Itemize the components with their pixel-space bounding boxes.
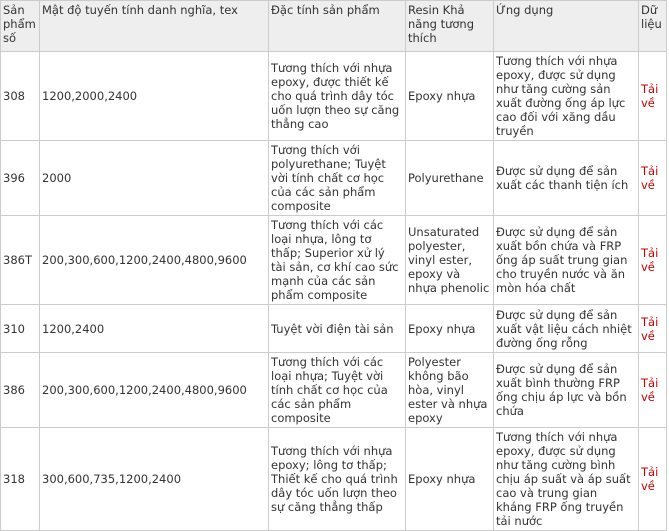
cell-product-number: 386T: [1, 216, 40, 305]
cell-product-number: 386: [1, 353, 40, 428]
cell-application: Được sử dụng để sản xuất các thanh tiện ích: [494, 141, 639, 216]
cell-linear-density: 1200,2000,2400: [40, 52, 269, 141]
cell-resin-compatibility: Unsaturated polyester, vinyl ester, epoxy và nhựa phenolic: [406, 216, 494, 305]
cell-resin-compatibility: Polyurethane: [406, 141, 494, 216]
cell-linear-density: 300,600,735,1200,2400: [40, 428, 269, 531]
cell-product-feature: Tương thích với các loại nhựa; Tuyệt vời tính chất cơ học của các sản phẩm composite: [269, 353, 406, 428]
download-link[interactable]: Tải về: [641, 164, 659, 192]
cell-application: Tương thích với nhựa epoxy, được sử dụng như tăng cường sản xuất đường ống áp lực cao đối với xăng dầu truyền: [494, 52, 639, 141]
cell-product-feature: Tương thích với nhựa epoxy; lông tơ thấp; Thiết kế cho quá trình dây tóc uốn lượn theo sự căng thẳng thấp: [269, 428, 406, 531]
cell-product-number: 308: [1, 52, 40, 141]
cell-product-number: 396: [1, 141, 40, 216]
cell-linear-density: 200,300,600,1200,2400,4800,9600: [40, 216, 269, 305]
cell-product-feature: Tuyệt vời điện tài sản: [269, 305, 406, 353]
cell-product-feature: Tương thích với các loại nhựa, lông tơ thấp; Superior xử lý tài sản, cơ khí cao sức mạnh của các sản phẩm composite: [269, 216, 406, 305]
header-product-feature: Đặc tính sản phẩm: [269, 1, 406, 52]
table-row: [1, 428, 667, 531]
cell-application: Được sử dụng để sản xuất vật liệu cách nhiệt đường ống rỗng: [494, 305, 639, 353]
cell-download: [639, 353, 667, 428]
cell-download: [639, 216, 667, 305]
table-row: [1, 216, 667, 305]
cell-application: Được sử dụng để sản xuất bồn chứa và FRP ống áp suất trung gian cho truyền nước và ăn mòn hóa chất: [494, 216, 639, 305]
cell-product-number: 318: [1, 428, 40, 531]
cell-linear-density: 1200,2400: [40, 305, 269, 353]
cell-resin-compatibility: Epoxy nhựa: [406, 52, 494, 141]
cell-download: [639, 428, 667, 531]
cell-product-number: 310: [1, 305, 40, 353]
header-application: Ứng dụng: [494, 1, 639, 52]
cell-product-feature: Tương thích với polyurethane; Tuyệt vời tính chất cơ học của các sản phẩm composite: [269, 141, 406, 216]
table-row: [1, 305, 667, 353]
cell-resin-compatibility: Epoxy nhựa: [406, 428, 494, 531]
cell-resin-compatibility: Epoxy nhựa: [406, 305, 494, 353]
header-linear-density: Mật độ tuyến tính danh nghĩa, tex: [40, 1, 269, 52]
table-row: [1, 52, 667, 141]
cell-application: Tương thích với nhựa epoxy, được sử dụng như tăng cường bình chịu áp suất và áp suất cao và trung gian kháng FRP ống truyền tải nước: [494, 428, 639, 531]
download-link[interactable]: Tải về: [641, 465, 659, 493]
download-link[interactable]: Tải về: [641, 82, 659, 110]
header-data: Dữ liệu: [639, 1, 667, 52]
cell-download: [639, 305, 667, 353]
cell-application: Được sử dụng để sản xuất bình thường FRP ống chịu áp lực và bồn chứa: [494, 353, 639, 428]
cell-product-feature: Tương thích với nhựa epoxy, được thiết kế cho quá trình dây tóc uốn lượn theo sự căng thẳng cao: [269, 52, 406, 141]
cell-resin-compatibility: Polyester không bão hòa, vinyl ester và nhựa epoxy: [406, 353, 494, 428]
table-header-row: [1, 1, 667, 52]
cell-download: [639, 141, 667, 216]
cell-linear-density: 200,300,600,1200,2400,4800,9600: [40, 353, 269, 428]
table-row: [1, 141, 667, 216]
download-link[interactable]: Tải về: [641, 376, 659, 404]
cell-download: [639, 52, 667, 141]
table-row: [1, 353, 667, 428]
cell-linear-density: 2000: [40, 141, 269, 216]
download-link[interactable]: Tải về: [641, 246, 659, 274]
download-link[interactable]: Tải về: [641, 314, 659, 343]
header-resin-compatibility: Resin Khả năng tương thích: [406, 1, 494, 52]
header-product-number: Sản phẩm số: [1, 1, 40, 52]
